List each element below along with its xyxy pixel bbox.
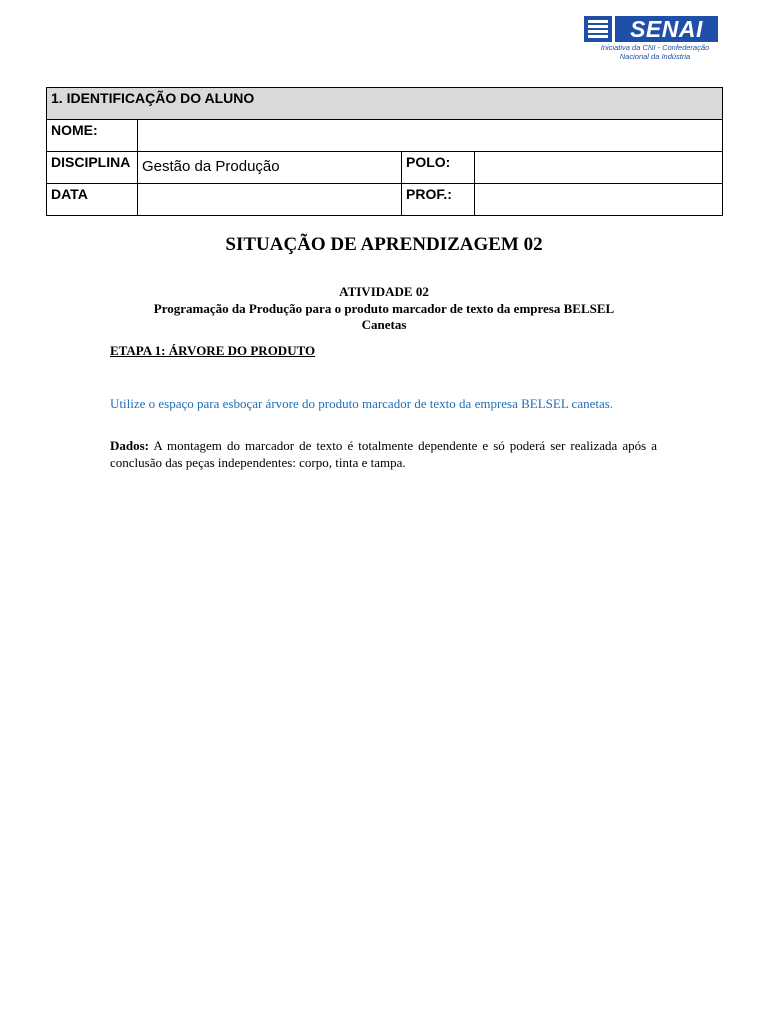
prof-label-cell: PROF.: xyxy=(402,184,475,216)
instruction-text: Utilize o espaço para esboçar árvore do produto marcador de texto da empresa BELSEL canetas. xyxy=(110,396,614,411)
page-title: SITUAÇÃO DE APRENDIZAGEM 02 xyxy=(225,234,543,255)
data-label-cell: DATA xyxy=(47,184,138,216)
disciplina-label-cell: DISCIPLINA xyxy=(47,152,138,184)
senai-emblem-icon xyxy=(584,16,612,42)
prof-field[interactable] xyxy=(475,184,723,216)
table-header: 1. IDENTIFICAÇÃO DO ALUNO xyxy=(47,88,723,120)
logo-subtitle: Iniciativa da CNI - Confederação Nacional da Indústria xyxy=(600,43,710,61)
activity-heading: ATIVIDADE 02 Programação da Produção para o produto marcador de texto da empresa BELSEL Canetas xyxy=(153,284,615,332)
polo-field[interactable] xyxy=(475,152,723,184)
polo-label-cell: POLO: xyxy=(402,152,475,184)
logo-wordmark: SENAI xyxy=(615,16,718,42)
dados-paragraph xyxy=(110,438,657,471)
etapa-heading: ETAPA 1: ÁRVORE DO PRODUTO xyxy=(110,343,316,358)
data-field[interactable] xyxy=(138,184,402,216)
senai-logo xyxy=(584,16,720,62)
nome-label-cell: NOME: xyxy=(47,120,138,152)
dados-label: Dados: xyxy=(110,438,150,453)
disciplina-field[interactable]: Gestão da Produção xyxy=(138,152,402,184)
dados-text: A montagem do marcador de texto é totalmente dependente e só poderá ser realizada após a conclusão das peças independentes: corpo, tinta e tampa. xyxy=(110,438,657,470)
student-identification-table xyxy=(46,87,723,216)
nome-field[interactable] xyxy=(138,120,723,152)
